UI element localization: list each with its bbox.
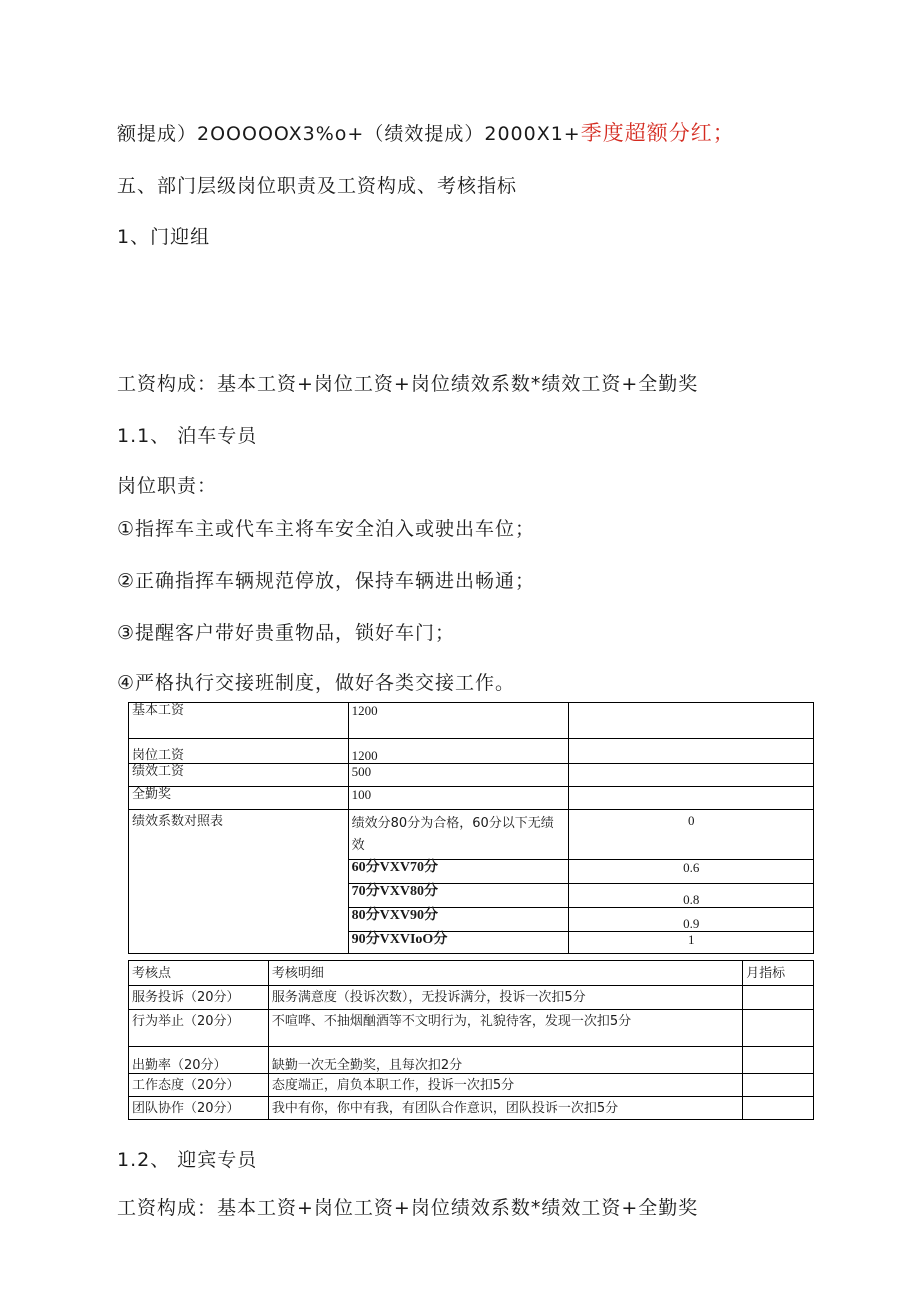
assess-detail: 不喧哗、不抽烟酗酒等不文明行为，礼貌待客，发现一次扣5分 — [268, 1010, 742, 1047]
cell-perf-label: 绩效工资 — [129, 764, 349, 787]
assessment-table — [128, 960, 814, 1120]
assess-detail: 服务满意度（投诉次数），无投诉满分，投诉一次扣5分 — [268, 986, 742, 1010]
salary-structure-2: 工资构成：基本工资+岗位工资+岗位绩效系数*绩效工资+全勤奖 — [117, 1197, 699, 1219]
cell-post-label: 岗位工资 — [129, 739, 349, 764]
cell-attend-label: 全勤奖 — [129, 787, 349, 810]
cell-attend-value: 100 — [348, 787, 569, 810]
coef-value: 0.9 — [569, 908, 814, 932]
duty-4: ④严格执行交接班制度，做好各类交接工作。 — [117, 672, 516, 694]
salary-table — [128, 702, 814, 954]
header-detail: 考核明细 — [268, 961, 742, 986]
coef-value: 0.8 — [569, 884, 814, 908]
assess-point: 服务投诉（20分） — [129, 986, 269, 1010]
cell-coef-label: 绩效系数对照表 — [129, 810, 349, 954]
header-monthly: 月指标 — [743, 961, 814, 986]
salary-structure-1: 工资构成：基本工资+岗位工资+岗位绩效系数*绩效工资+全勤奖 — [117, 373, 699, 395]
coef-range: 绩效分80分为合格，60分以下无绩效 — [348, 810, 569, 860]
duties-label: 岗位职责： — [117, 475, 218, 497]
cell-base-value: 1200 — [348, 703, 569, 739]
coef-range: 90分VXVIoO分 — [348, 932, 569, 954]
subsection-heading: 1、门迎组 — [117, 226, 211, 248]
coef-value: 0 — [569, 810, 814, 860]
duty-1: ①指挥车主或代车主将车安全泊入或驶出车位； — [117, 518, 536, 540]
assess-point: 行为举止（20分） — [129, 1010, 269, 1047]
coef-value: 0.6 — [569, 860, 814, 884]
assess-point: 团队协作（20分） — [129, 1097, 269, 1120]
position-heading-1: 1.1、 泊车专员 — [117, 425, 258, 447]
line1-red-text: 季度超额分红； — [580, 121, 735, 145]
assess-detail: 我中有你，你中有我，有团队合作意识，团队投诉一次扣5分 — [268, 1097, 742, 1120]
assess-point: 出勤率（20分） — [129, 1047, 269, 1074]
line1-text: 额提成）2OOOOOX3%o+（绩效提成）2000X1+ — [117, 123, 581, 145]
position-heading-2: 1.2、 迎宾专员 — [117, 1149, 258, 1171]
cell-post-value: 1200 — [348, 739, 569, 764]
coef-range: 60分VXV70分 — [348, 860, 569, 884]
coef-range: 70分VXV80分 — [348, 884, 569, 908]
cell-perf-value: 500 — [348, 764, 569, 787]
duty-3: ③提醒客户带好贵重物品，锁好车门； — [117, 622, 456, 644]
assess-detail: 缺勤一次无全勤奖，且每次扣2分 — [268, 1047, 742, 1074]
coef-value: 1 — [569, 932, 814, 954]
duty-2: ②正确指挥车辆规范停放，保持车辆进出畅通； — [117, 570, 536, 592]
cell-base-label: 基本工资 — [129, 703, 349, 739]
assess-point: 工作态度（20分） — [129, 1074, 269, 1097]
section-heading: 五、部门层级岗位职责及工资构成、考核指标 — [117, 175, 518, 197]
text-line-1 — [117, 117, 735, 147]
header-point: 考核点 — [129, 961, 269, 986]
coef-range: 80分VXV90分 — [348, 908, 569, 932]
assess-detail: 态度端正，肩负本职工作，投诉一次扣5分 — [268, 1074, 742, 1097]
